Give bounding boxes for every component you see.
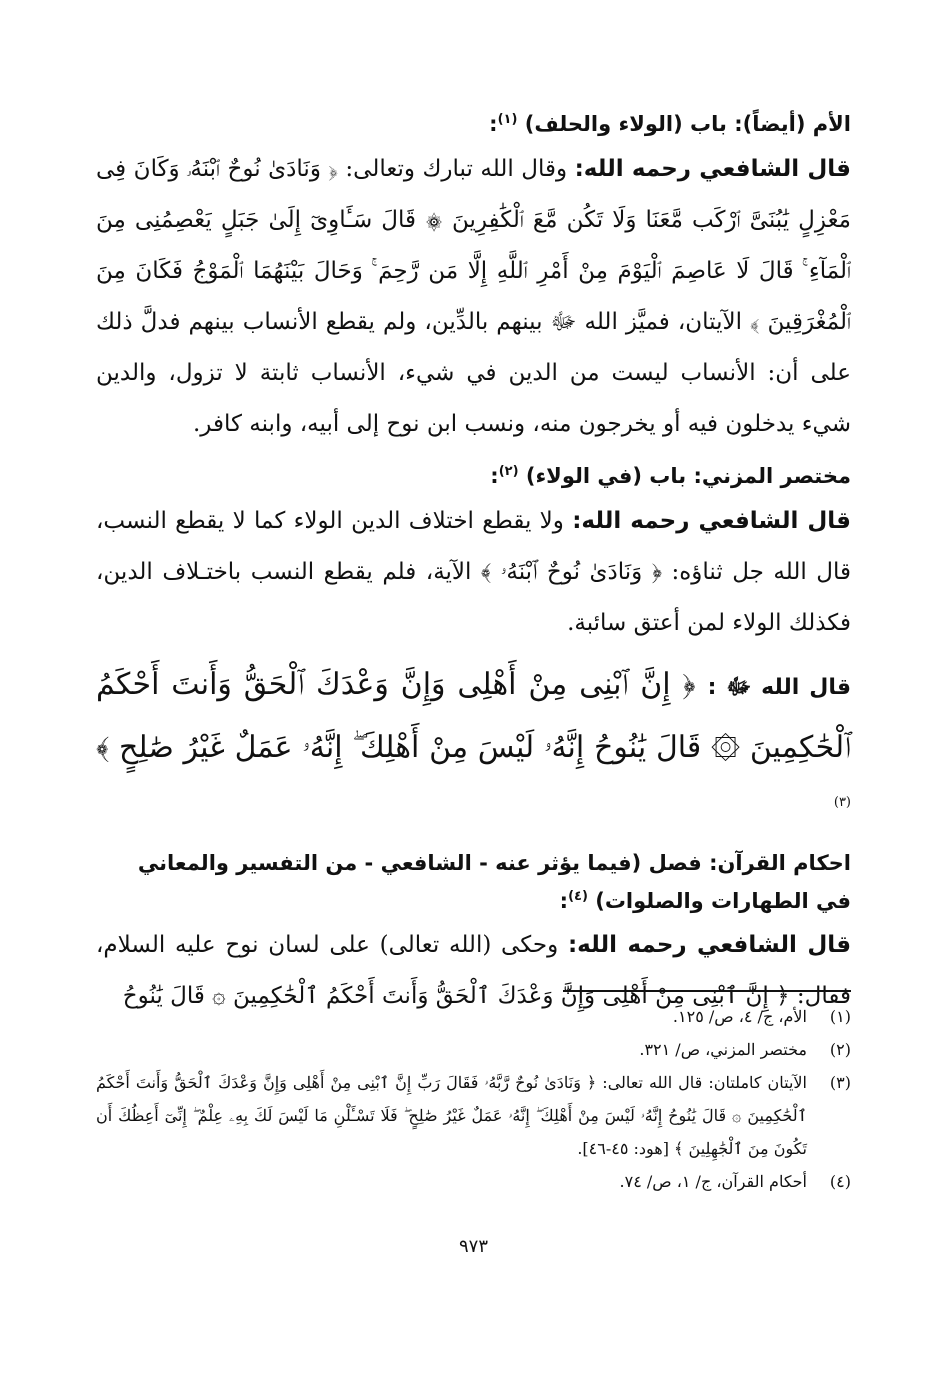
quran-verse-block — [96, 655, 851, 838]
speaker-label: قال الشافعي رحمه الله: — [574, 156, 851, 182]
footnote-text: أحكام القرآن، ج/ ١، ص/ ٧٤. — [619, 1172, 807, 1191]
page-number: ٩٧٣ — [458, 1236, 488, 1257]
footnote — [96, 1165, 851, 1198]
footnote-ref: (٣) — [833, 795, 851, 810]
section-heading: احكام القرآن: فصل (فيما يؤثر عنه - الشافعي - من التفسير والمعاني في الطهارات والصلوات) $^{(٤)}$: — [137, 851, 851, 913]
footnote-number: (١) — [829, 1007, 851, 1026]
verse-text: ﴿ إِنَّ ٱبْنِى مِنْ أَهْلِى وَإِنَّ وَعْدَكَ ٱلْحَقُّ وَأَنتَ أَحْكَمُ ٱلْحَٰكِمِينَ ۞ قَالَ يَٰنُوحُ إِنَّهُۥ لَيْسَ مِنْ أَهْلِكَ ۖ إِنَّهُۥ عَمَلٌ غَيْرُ صَٰلِحٍ ﴾ — [96, 667, 851, 765]
paragraph-text: ولا يقطع اختلاف الدين الولاء كما لا يقطع النسب، قال الله جل ثناؤه: ﴿ وَنَادَىٰ نُوحٌ ٱبْنَهُۥ ﴾ الآية، فلم يقطع النسب باختـلاف الدين، فكذلك الولاء لمن أعتق سائبة. — [96, 508, 851, 636]
footnote-number: (٢) — [829, 1040, 851, 1059]
footnote-text: الأم، ج/ ٤، ص/ ١٢٥. — [672, 1007, 807, 1026]
footnote-number: (٤) — [829, 1172, 851, 1191]
footnote-text: مختصر المزني، ص/ ٣٢١. — [639, 1040, 807, 1059]
paragraph — [96, 496, 851, 649]
paragraph-text: وحكى (الله تعالى) على لسان نوح عليه السلام، فقال: ﴿ إِنَّ ٱبْنِى مِنْ أَهْلِى وَإِنَّ وَعْدَكَ ٱلْحَقُّ وَأَنتَ أَحْكَمُ ٱلْحَٰكِمِينَ ۞ قَالَ يَٰنُوحُ — [96, 932, 851, 1009]
footnote-divider — [563, 990, 851, 992]
footnote — [96, 1033, 851, 1066]
speaker-label: قال الشافعي رحمه الله: — [572, 508, 851, 534]
footnotes — [96, 1000, 851, 1198]
main-text — [96, 104, 851, 1022]
paragraph-text: وقال الله تبارك وتعالى: ﴿ وَنَادَىٰ نُوحٌ ٱبْنَهُۥ وَكَانَ فِى مَعْزِلٍ يَٰبُنَىَّ ٱرْكَب مَّعَنَا وَلَا تَكُن مَّعَ ٱلْكَٰفِرِينَ ۞ قَالَ سَـَٔاوِىٓ إِلَىٰ جَبَلٍ يَعْصِمُنِى مِنَ ٱلْمَآءِ ۚ قَالَ لَا عَاصِمَ ٱلْيَوْمَ مِنْ أَمْرِ ٱللَّهِ إِلَّا مَن رَّحِمَ ۚ وَحَالَ بَيْنَهُمَا ٱلْمَوْجُ فَكَانَ مِنَ ٱلْمُغْرَقِينَ ﴾ الآيتان، فميَّز الله ﷻ بينهم بالدِّين، ولم يقطع الأنساب بينهم فدلَّ ذلك على أن: الأنساب ليست من الدين في شيء، الأنساب ثابتة لا تزول، والدين شيء يدخلون فيه أو يخرجون منه، ونسب ابن نوح إلى أبيه، وابنه كافر. — [96, 156, 851, 437]
section-heading: الأم (أيضاً): باب (الولاء والحلف) $^{(١)}$: — [489, 112, 851, 136]
footnote-number: (٣) — [829, 1073, 851, 1092]
speaker-label: قال الشافعي رحمه الله: — [567, 932, 851, 958]
footnote-text: الآيتان كاملتان: قال الله تعالى: ﴿ وَنَادَىٰ نُوحٌ رَّبَّهُۥ فَقَالَ رَبِّ إِنَّ ٱبْنِى مِنْ أَهْلِى وَإِنَّ وَعْدَكَ ٱلْحَقُّ وَأَنتَ أَحْكَمُ ٱلْحَٰكِمِينَ ۞ قَالَ يَٰنُوحُ إِنَّهُۥ لَيْسَ مِنْ أَهْلِكَ ۖ إِنَّهُۥ عَمَلٌ غَيْرُ صَٰلِحٍ ۖ فَلَا تَسْـَٔلْنِ مَا لَيْسَ لَكَ بِهِۦ عِلْمٌ ۖ إِنِّىٓ أَعِظُكَ أَن تَكُونَ مِنَ ٱلْجَٰهِلِينَ ﴾ [هود: ٤٥-٤٦]. — [96, 1073, 808, 1158]
section-heading: مختصر المزني: باب (في الولاء) $^{(٢)}$: — [490, 464, 851, 488]
paragraph — [96, 144, 851, 450]
speaker-label: قال الله ﷻ : — [707, 675, 851, 700]
footnote — [96, 1000, 851, 1033]
footnote — [96, 1066, 851, 1165]
